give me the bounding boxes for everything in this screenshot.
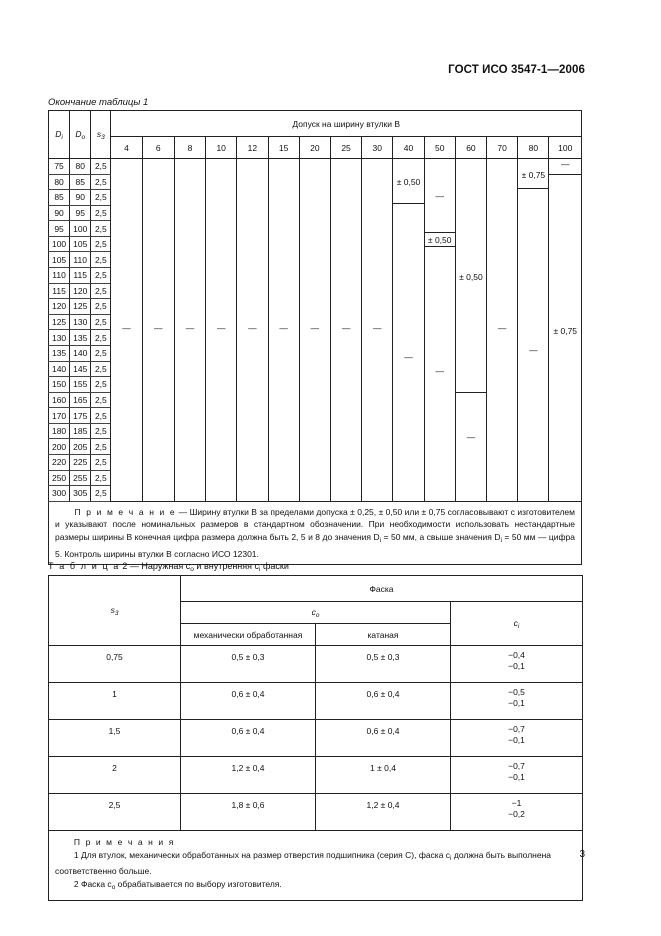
width-header: 6: [142, 137, 174, 159]
kat-cell: 0,5 ± 0,3: [316, 646, 451, 683]
col-s3-header: $s_3$: [91, 111, 111, 159]
tolerance-column: [424, 159, 455, 502]
tolerance-column: [330, 159, 361, 502]
cell: 185: [70, 423, 91, 439]
cell: 250: [49, 470, 70, 486]
tolerance-mark: —: [560, 158, 570, 169]
cell: 225: [70, 454, 91, 470]
ci-lower: −0,1: [508, 772, 525, 782]
tolerance-mark: —: [154, 322, 163, 333]
page-number: 3: [579, 849, 585, 860]
tolerance-column: [142, 159, 174, 502]
tolerance-span-header: Допуск на ширину втулки B: [111, 111, 582, 137]
ci-upper: −0,4: [508, 650, 525, 660]
tolerance-mark: ± 0,50: [427, 235, 452, 246]
cell: 180: [49, 423, 70, 439]
width-header: 40: [393, 137, 424, 159]
t2-faska-header: Фаска: [181, 576, 583, 602]
ci-upper: −0,5: [508, 687, 525, 697]
tolerance-mark: ± 0,75: [553, 325, 578, 336]
s3-cell: 1: [49, 683, 181, 720]
tolerance-mark: —: [435, 366, 444, 377]
tolerance-column: [237, 159, 268, 502]
cell: 75: [49, 159, 70, 175]
cell: 135: [70, 330, 91, 346]
cell: 305: [70, 486, 91, 502]
width-header: 12: [237, 137, 268, 159]
mech-cell: 0,6 ± 0,4: [181, 720, 316, 757]
table1-caption: Окончание таблицы 1: [48, 97, 149, 108]
kat-cell: 0,6 ± 0,4: [316, 720, 451, 757]
cell: 2,5: [91, 361, 111, 377]
cell: 2,5: [91, 252, 111, 268]
width-header: 100: [549, 137, 582, 159]
width-header: 70: [487, 137, 518, 159]
t2-mech-header: механически обработанная: [181, 624, 316, 646]
tolerance-column: [268, 159, 299, 502]
cell: 125: [49, 314, 70, 330]
cell: 2,5: [91, 236, 111, 252]
width-header: 15: [268, 137, 299, 159]
tolerance-mark: ± 0,50: [396, 176, 421, 187]
tolerance-mark: —: [185, 322, 195, 333]
tolerance-column: [518, 159, 549, 502]
cell: 165: [70, 392, 91, 408]
cell: 2,5: [91, 486, 111, 502]
s3-cell: 1,5: [49, 720, 181, 757]
width-header: 80: [518, 137, 549, 159]
t2-co-header: $c_o$: [181, 602, 451, 624]
cell: 150: [49, 377, 70, 393]
ci-lower: −0,1: [508, 661, 525, 671]
table-row: [49, 757, 583, 794]
cell: 120: [49, 299, 70, 315]
ci-lower: −0,1: [508, 698, 525, 708]
cell: 145: [70, 361, 91, 377]
cell: 100: [70, 221, 91, 237]
cell: 2,5: [91, 221, 111, 237]
cell: 2,5: [91, 423, 111, 439]
document-code: ГОСТ ИСО 3547-1—2006: [448, 64, 585, 76]
table-row: [49, 646, 583, 683]
tolerance-mark: —: [279, 322, 288, 333]
kat-cell: 1,2 ± 0,4: [316, 794, 451, 831]
tolerance-mark: —: [373, 322, 382, 333]
table2-notes: П р и м е ч а н и я 1 Для втулок, механически обработанных на размер отверстия подшипника (серия C), фаска $c_i$ должна быть выполнена соответственно больше. 2 Фаска $c_o$ обрабатывается по выбору изготовителя.: [49, 831, 583, 901]
ci-cell: [451, 757, 583, 794]
tolerance-column: [362, 159, 393, 502]
cell: 2,5: [91, 392, 111, 408]
range-boundary: [549, 174, 581, 175]
cell: 2,5: [91, 454, 111, 470]
mech-cell: 0,6 ± 0,4: [181, 683, 316, 720]
cell: 140: [70, 345, 91, 361]
tolerance-mark: —: [435, 191, 444, 202]
t2-s3-header: $s_3$: [49, 576, 181, 646]
col-do-header: $D_o$: [70, 111, 91, 159]
cell: 2,5: [91, 174, 111, 190]
cell: 300: [49, 486, 70, 502]
cell: 205: [70, 439, 91, 455]
tolerance-mark: —: [341, 322, 351, 333]
tolerance-mark: ± 0,50: [459, 271, 483, 282]
tolerance-column: [174, 159, 205, 502]
table2: [48, 575, 583, 901]
cell: 2,5: [91, 159, 111, 175]
range-boundary: [518, 188, 548, 189]
ci-upper: −0,7: [508, 724, 525, 734]
cell: 255: [70, 470, 91, 486]
cell: 2,5: [91, 205, 111, 221]
tolerance-mark: —: [466, 432, 476, 443]
mech-cell: 0,5 ± 0,3: [181, 646, 316, 683]
tolerance-mark: —: [497, 322, 507, 333]
tolerance-column: [487, 159, 518, 502]
width-header: 8: [174, 137, 205, 159]
ci-lower: −0,2: [508, 809, 525, 819]
tolerance-mark: —: [248, 322, 257, 333]
table2-caption: Т а б л и ц а 2 — Наружная $c_o$ и внутренняя $c_i$ фаски: [48, 561, 289, 573]
tolerance-mark: —: [529, 344, 538, 355]
tolerance-column: [455, 159, 486, 502]
width-header: 30: [362, 137, 393, 159]
tolerance-column: [393, 159, 424, 502]
cell: 170: [49, 408, 70, 424]
cell: 105: [49, 252, 70, 268]
table-row: [49, 683, 583, 720]
cell: 135: [49, 345, 70, 361]
cell: 105: [70, 236, 91, 252]
tolerance-column: [549, 159, 582, 502]
cell: 2,5: [91, 408, 111, 424]
mech-cell: 1,2 ± 0,4: [181, 757, 316, 794]
s3-cell: 2,5: [49, 794, 181, 831]
cell: 85: [49, 190, 70, 206]
ci-cell: [451, 794, 583, 831]
cell: 130: [70, 314, 91, 330]
tolerance-mark: —: [122, 322, 131, 333]
kat-cell: 0,6 ± 0,4: [316, 683, 451, 720]
width-header: 50: [424, 137, 455, 159]
cell: 90: [70, 190, 91, 206]
mech-cell: 1,8 ± 0,6: [181, 794, 316, 831]
tolerance-mark: ± 0,75: [521, 169, 546, 180]
cell: 2,5: [91, 377, 111, 393]
tolerance-mark: —: [310, 322, 320, 333]
t2-kat-header: катаная: [316, 624, 451, 646]
cell: 2,5: [91, 314, 111, 330]
tolerance-column: [299, 159, 330, 502]
cell: 140: [49, 361, 70, 377]
cell: 110: [49, 268, 70, 284]
cell: 90: [49, 205, 70, 221]
cell: 2,5: [91, 330, 111, 346]
table1: [48, 110, 582, 565]
ci-lower: −0,1: [508, 735, 525, 745]
table-row: [49, 720, 583, 757]
cell: 220: [49, 454, 70, 470]
table1-note: П р и м е ч а н и е — Ширину втулки B за пределами допуска ± 0,25, ± 0,50 или ± 0,75 согласовывают с изготовителем и указывают после номинальных размеров в стандартном обозначении. При необходимости использовать нестандартные размеры ширины B конечная цифра размера должна быть 2, 5 и 8 до значения $D_i = 50$ мм, а свыше значения $D_i = 50$ мм — цифра 5. Контроль ширины втулки B согласно ИСО 12301.: [49, 501, 582, 564]
width-header: 4: [111, 137, 142, 159]
col-di-header: $D_i$: [49, 111, 70, 159]
cell: 125: [70, 299, 91, 315]
cell: 130: [49, 330, 70, 346]
range-boundary: [456, 392, 486, 393]
width-header: 60: [455, 137, 486, 159]
cell: 2,5: [91, 299, 111, 315]
cell: 155: [70, 377, 91, 393]
width-header: 20: [299, 137, 330, 159]
cell: 2,5: [91, 268, 111, 284]
cell: 95: [49, 221, 70, 237]
cell: 2,5: [91, 470, 111, 486]
tolerance-mark: —: [216, 322, 226, 333]
tolerance-column: [111, 159, 142, 502]
ci-cell: [451, 646, 583, 683]
cell: 2,5: [91, 190, 111, 206]
cell: 110: [70, 252, 91, 268]
cell: 175: [70, 408, 91, 424]
tolerance-column: [206, 159, 237, 502]
range-boundary: [425, 246, 455, 247]
width-header: 10: [206, 137, 237, 159]
s3-cell: 2: [49, 757, 181, 794]
ci-upper: −0,7: [508, 761, 525, 771]
cell: 160: [49, 392, 70, 408]
tolerance-mark: —: [404, 351, 413, 362]
ci-upper: −1: [511, 798, 522, 808]
width-header: 25: [330, 137, 361, 159]
cell: 200: [49, 439, 70, 455]
ci-cell: [451, 683, 583, 720]
range-boundary: [393, 203, 423, 204]
cell: 2,5: [91, 283, 111, 299]
cell: 80: [70, 159, 91, 175]
cell: 100: [49, 236, 70, 252]
cell: 2,5: [91, 439, 111, 455]
ci-cell: [451, 720, 583, 757]
kat-cell: 1 ± 0,4: [316, 757, 451, 794]
cell: 80: [49, 174, 70, 190]
table-row: [49, 159, 582, 175]
cell: 85: [70, 174, 91, 190]
cell: 120: [70, 283, 91, 299]
table-row: [49, 794, 583, 831]
cell: 95: [70, 205, 91, 221]
cell: 115: [49, 283, 70, 299]
s3-cell: 0,75: [49, 646, 181, 683]
t2-ci-header: $c_i$: [451, 602, 583, 646]
cell: 115: [70, 268, 91, 284]
cell: 2,5: [91, 345, 111, 361]
